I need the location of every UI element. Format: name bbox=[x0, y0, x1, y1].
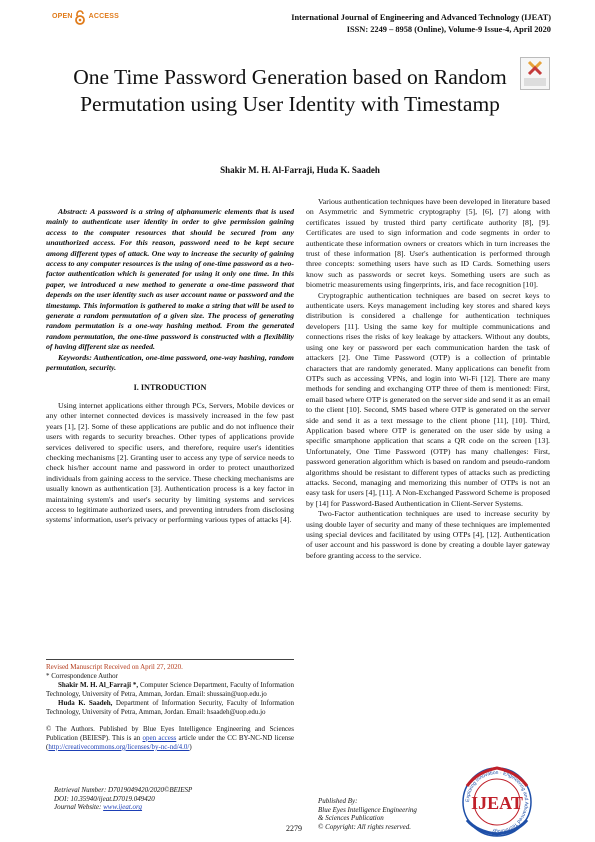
open-access-link[interactable]: open access bbox=[142, 733, 177, 742]
body-paragraph-3: Two-Factor authentication techniques are used to increase security by using double layer of security and many of these techniques are implemented using special devices and facilitated by using OTPs [4], [12]. Authentication of user account and his password is done by creating a double layer gateway before granting access to the service. bbox=[306, 509, 550, 560]
journal-issn: ISSN: 2249 – 8958 (Online), Volume-9 Issue-4, April 2020 bbox=[346, 25, 551, 34]
body-paragraph-1: Various authentication techniques have been developed in literature based on Asymmetric and Symmetric cryptography [5], [6], [7] along with certificates issued by trusted third party certificate authority [8], [9]. Certificates are used to sign information and code segments in order to authenticate these information owners or creators which in turn increases the trust of these information [8]. User's authentication is performed through three concepts: something users have such as ID Cards. Something users know such as passwords or secret keys. Something users are such as biometric measurements using fingerprints, iris, and face recognition [10]. bbox=[306, 197, 550, 290]
abstract bbox=[46, 207, 294, 353]
license-middle-text: article under the CC BY-NC-ND license ( bbox=[46, 733, 295, 751]
page-number: 2279 bbox=[286, 824, 302, 833]
keywords-label: Keywords: bbox=[58, 352, 92, 362]
received-date: Revised Manuscript Received on April 27, 2020. bbox=[46, 663, 183, 671]
journal-name: International Journal of Engineering and Advanced Technology (IJEAT) bbox=[291, 13, 551, 22]
author2-info: Department of Information Security, Faculty of Information Technology, University of Petra, Amman, Jordan. Email: hsaadeh@uop.edu.jo bbox=[46, 699, 294, 717]
author1-name: Shakir M. H. Al_Farraji *, bbox=[58, 681, 139, 690]
doi: DOI: 10.35940/ijeat.D7019.049420 bbox=[54, 794, 155, 803]
author1-affiliation bbox=[46, 681, 294, 699]
website-label: Journal Website: bbox=[54, 803, 102, 811]
retrieval-number: Retrieval Number: D7019049420/2020©BEIESP bbox=[54, 786, 193, 794]
author1-info: Computer Science Department, Faculty of Information Technology, University of Petra, Amman, Jordan. Email: shussain@uop.edu.jo bbox=[46, 681, 294, 699]
footer-left bbox=[54, 786, 192, 812]
intro-paragraph: Using internet applications either through PCs, Servers, Mobile devices or any other internet connected devices is massively increased in the few past years [1], [2]. Some of these applications are public and do not influence their users with regards to security breaches. Other types of applications provide services delivered to specific users, and therefore, require user's identities checking mechanisms [2]. Granting user to access any type of service needs to check his/her account name and password in order to protect unauthorized individuals from gaining access to the service. These checking mechanisms are usually known as authentication [3]. Authentication process is a key factor in maintaining system's and user's security by limiting systems and services access to legitimate authorized users, and preventing intruders from disclosing systems' information, user's privacy or performing various types of attacks [4]. bbox=[46, 400, 294, 525]
open-lock-icon bbox=[74, 10, 86, 25]
journal-website bbox=[54, 803, 192, 812]
license-note bbox=[46, 725, 294, 752]
footnote-divider bbox=[46, 659, 294, 660]
publisher-line-2: & Sciences Publication bbox=[318, 814, 384, 822]
abstract-text: A password is a string of alphanumeric elements that is used mainly to authenticate user identity in order to give permission gaining access to the computer resources that should be secured from any unauthorized access. For this reason, password need to be kept secure among different types of attack. One way to increase the security of gaining access to any computer resources is the using of one-time password as a two-factor authentication which is generated for using it only one time. In this paper, we introduced a new method to generate a one-time password that depends on the user identity such as user account name or password and the timestamp. This information is gathered to make a string that will be used to generate a random permutation of a given size. The process of generating random permutation is a one-way hashing method. From the generated random permutation, the one-time password is constructed with a flexibility of having different size as needed. bbox=[46, 207, 294, 352]
copyright: © Copyright: All rights reserved. bbox=[318, 822, 412, 831]
paper-title: One Time Password Generation based on Random Permutation using User Identity with Timestamp bbox=[73, 65, 507, 116]
open-access-left-text: OPEN bbox=[52, 13, 73, 20]
license-close-text: ) bbox=[189, 742, 192, 751]
published-by-label: Published By: bbox=[318, 797, 358, 805]
body-paragraph-2: Cryptographic authentication techniques are based on secret keys to authenticate users. Keys management including key stores and shared keys distribution is considered a challenge for authentication techniques developers [11]. Using the same key for multiple communications and connections rises the risks of key leakage by attackers. Without any doubts, using one key or password per each communication harden the task of attackers [2]. One Time Password (OTP) is a collection of printable characters that are randomly generated. Many applications can benefit from OTPs such as accessing VPNs, and login into Wi-Fi [12]. There are many methods for sending and exchanging OTP three of them is mentioned: First, email based where OTP is generated on the server side and send it as an email to the client [10]. Second, SMS based where OTP is generated on the server side and send it as a text message to the client phone [11], [10]. Third, Application based where OTP is generated on the user side by using a specific smartphone application that scans a QR code on the screen [13]. Unfortunately, One Time Password (OTP) has many challenges: First, password generation algorithm which is based on random and pseudo-random algorithms should be resistant to different types of attacks such as predicting attacks. Second, managing and memorizing this number of OTPs is not an easy task for users [4], [11]. A Non-Exchanged Password Scheme is proposed by [14] for Password-Based Authentication in Client-Server Systems. bbox=[306, 290, 550, 508]
ijeat-seal-logo bbox=[437, 758, 557, 838]
publisher-line-1: Blue Eyes Intelligence Engineering bbox=[318, 805, 417, 814]
authors: Shakir M. H. Al-Farraji, Huda K. Saadeh bbox=[220, 165, 380, 175]
crossmark-icon bbox=[521, 58, 549, 89]
seal-ring-text: Exploring Innovation · Engineering and Advanced Technology bbox=[464, 769, 530, 835]
footer-right bbox=[318, 797, 417, 831]
open-access-logo bbox=[52, 10, 124, 26]
keywords-text: Authentication, one-time password, one-way hashing, random permutation, security. bbox=[46, 352, 294, 373]
crossmark-badge[interactable] bbox=[520, 57, 550, 90]
seal-ijeat-text: IJEAT bbox=[471, 793, 523, 813]
footnotes bbox=[46, 663, 294, 752]
section-heading-introduction: I. INTRODUCTION bbox=[133, 382, 207, 392]
journal-header bbox=[291, 12, 551, 36]
right-column bbox=[306, 197, 550, 561]
author2-name: Huda K. Saadeh, bbox=[58, 699, 113, 708]
license-text: © The Authors. Published by Blue Eyes Intelligence Engineering and Sciences Publication (BEIESP). This is an bbox=[46, 724, 294, 742]
left-column bbox=[46, 207, 294, 526]
author2-affiliation bbox=[46, 699, 294, 717]
keywords bbox=[46, 353, 294, 374]
abstract-label: Abstract: bbox=[58, 207, 88, 216]
correspondence-note: * Correspondence Author bbox=[46, 672, 118, 681]
open-access-right-text: ACCESS bbox=[88, 13, 120, 20]
website-link[interactable]: www.ijeat.org bbox=[103, 803, 143, 811]
license-url-link[interactable]: http://creativecommons.org/licenses/by-nc-nd/4.0/ bbox=[48, 742, 190, 751]
